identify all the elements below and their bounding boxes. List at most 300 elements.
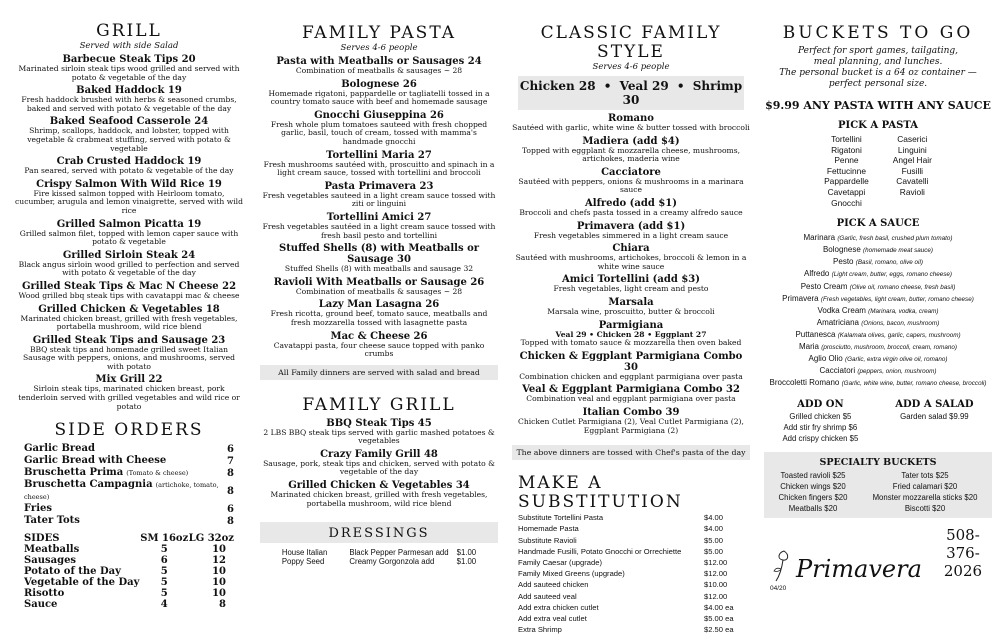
menu-item (260, 418, 498, 446)
restaurant-logo: Primavera (796, 555, 922, 584)
sides-name: Vegetable of the Day (24, 577, 140, 589)
item-name: Pasta Primavera 23 (324, 180, 434, 192)
substitution-row (518, 512, 746, 523)
side-price: 8 (227, 515, 234, 527)
specialty-item: Tater tots $25 (901, 471, 949, 481)
substitution-price: $12.00 (704, 557, 728, 567)
item-description: Fresh whole plum tomatoes sauteed with fresh chopped garlic, basil, touch of cream, tossed with mamma's handmade gnocchi (270, 119, 488, 146)
dressing-name: Poppy Seed (281, 557, 325, 567)
menu-item (14, 54, 244, 82)
sauce-item (764, 232, 992, 244)
sauce-item (764, 256, 992, 268)
menu-item (512, 136, 750, 164)
item-description: Cavatappi pasta, four cheese sauce topped with panko crumbs (273, 340, 485, 359)
protein-bar (518, 76, 744, 110)
item-name: Italian Combo 39 (582, 406, 680, 418)
menu-item (512, 297, 750, 317)
sides-row (24, 555, 234, 566)
item-description: Broccoli and chefs pasta tossed in a creamy alfredo sauce (519, 207, 743, 217)
phone-number: 508-376-2026 (943, 526, 983, 581)
sides-sm: 5 (160, 588, 168, 600)
substitution-item: Add extra veal cutlet (518, 613, 587, 623)
sauce-item (764, 353, 992, 365)
family-grill-title: FAMILY GRILL (302, 394, 456, 415)
sauce-item (764, 341, 992, 353)
side-name: Bruschetta Campagnia (24, 479, 153, 491)
menu-item (260, 181, 498, 209)
sides-name: Sausages (24, 555, 77, 567)
menu-item (14, 85, 244, 113)
item-name: Romano (608, 113, 654, 124)
menu-item (512, 113, 750, 133)
menu-item (260, 79, 498, 107)
item-description: Combination chicken and eggplant parmigiana over pasta (519, 371, 743, 381)
classic-subtitle: Serves 4-6 people (592, 62, 670, 72)
side-orders-title: SIDE ORDERS (54, 420, 204, 441)
sides-lg-header: LG 32oz (188, 533, 234, 545)
substitution-title: MAKE A SUBSTITUTION (518, 473, 683, 513)
substitution-row (518, 557, 746, 568)
family-grill-items (260, 418, 498, 509)
pasta-option: Fettucinne (826, 165, 866, 176)
side-note: (artichoke, tomato, cheese) (24, 481, 219, 502)
sauce-name: Primavera (782, 293, 819, 303)
item-name: Cacciatore (601, 166, 661, 178)
intro-line: meal planning, and lunches. (813, 57, 943, 67)
side-orders-table (24, 443, 234, 527)
item-description: Topped with tomato sauce & mozzarella then oven baked (520, 338, 742, 348)
side-name: Bruschetta Prima (24, 467, 124, 479)
item-name: Mac & Cheese 26 (330, 330, 428, 342)
pasta-deal: $9.99 ANY PASTA WITH ANY SAUCE (765, 99, 991, 112)
side-order-row (24, 455, 234, 467)
menu-item (512, 351, 750, 382)
item-description: Marinated chicken breast, grilled with fresh vegetables, portabella mushroom, wild rice blend (270, 490, 488, 508)
substitution-price: $4.00 ea (704, 602, 734, 612)
sauce-name: Broccoletti Romano (769, 378, 840, 388)
substitution-row (518, 613, 746, 624)
pasta-option: Tortellini (831, 134, 862, 144)
item-name: Veal & Eggplant Parmigiana Combo 32 (522, 384, 740, 396)
item-description: Pan seared, served with potato & vegetable of the day (24, 166, 234, 176)
pasta-option: Fusilli (901, 165, 924, 176)
classic-title: CLASSIC FAMILY STYLE (540, 23, 722, 62)
substitution-row (518, 602, 746, 613)
side-name-cell (24, 455, 227, 467)
menu-item (260, 299, 498, 327)
item-description: Sautéed with mushrooms, artichokes, broccoli & lemon in a white wine sauce (515, 253, 747, 271)
family-pasta-title: FAMILY PASTA (301, 23, 457, 43)
side-name-cell (24, 503, 227, 515)
side-price: 7 (227, 455, 234, 467)
specialty-box (764, 452, 992, 518)
sauce-item (764, 281, 992, 293)
pasta-list (764, 134, 992, 208)
menu-item (260, 243, 498, 274)
item-description: Combination of meatballs & sausages ~ 28 (295, 286, 463, 296)
menu-item (14, 335, 244, 372)
substitution-row (518, 523, 746, 534)
item-description: Fresh ricotta, ground beef, tomato sauce, meatballs and fresh mozzarella tossed with lasagnette pasta (270, 309, 488, 327)
sauce-description: (Light cream, butter, eggs, romano cheese) (831, 271, 952, 279)
side-order-row (24, 467, 234, 479)
intro-line: The personal bucket is a 64 oz container — (779, 68, 977, 78)
add-on-title: ADD ON (797, 399, 844, 411)
sauce-description: (Basil, romano, olive oil) (855, 259, 923, 267)
sides-label: SIDES (24, 533, 60, 545)
dressing-name: House Italian (281, 548, 328, 558)
item-description: Combination of meatballs & sausages ~ 28 (295, 66, 463, 75)
buckets-title: BUCKETS TO GO (782, 23, 974, 43)
item-name: Gnocchi Giuseppina 26 (314, 109, 444, 121)
add-on-item: Add stir fry shrimp $6 (783, 422, 858, 432)
menu-item (14, 219, 244, 247)
sides-row (24, 577, 234, 588)
sauce-item (764, 305, 992, 317)
sauce-description: (Fresh vegetables, light cream, butter, romano cheese) (820, 295, 974, 303)
sides-lg: 10 (212, 588, 226, 600)
sides-name: Sauce (24, 599, 58, 611)
sauce-name: Amatriciana (816, 317, 859, 327)
substitution-item: Add extra chicken cutlet (518, 602, 599, 612)
specialty-item: Chicken wings $20 (780, 482, 846, 492)
item-description: Marinated sirloin steak tips wood grilled and served with potato & vegetable of the day (18, 64, 240, 82)
grill-items (14, 54, 244, 411)
specialty-item: Monster mozzarella sticks $20 (872, 493, 978, 503)
dressing-price: $1.00 (456, 548, 477, 558)
item-name: Grilled Steak Tips and Sausage 23 (32, 334, 226, 346)
sides-name: Risotto (24, 588, 65, 600)
menu-item (260, 56, 498, 76)
item-name: Madiera (add $4) (582, 135, 680, 147)
item-name: Marsala (608, 296, 654, 308)
side-name-cell (24, 479, 227, 503)
substitution-price: $4.00 (704, 524, 724, 534)
substitution-price: $5.00 ea (704, 613, 734, 623)
menu-item (260, 110, 498, 147)
sauce-description: (peppers, onion, mushroom) (857, 368, 937, 376)
item-name: Tortellini Maria 27 (326, 149, 432, 161)
substitution-table (518, 512, 746, 635)
substitution-item: Family Caesar (upgrade) (518, 557, 602, 567)
side-order-row (24, 443, 234, 455)
side-order-row (24, 503, 234, 515)
menu-item (14, 179, 244, 216)
add-on-item: Add crispy chicken $5 (782, 433, 859, 443)
dressings-title: DRESSINGS (328, 526, 430, 542)
sides-sm: 5 (160, 566, 168, 578)
substitution-price: $12.00 (704, 591, 728, 601)
sauce-item (764, 293, 992, 305)
item-name: Lazy Man Lasagna 26 (318, 299, 440, 311)
salad-item: Garden salad $9.99 (900, 412, 969, 422)
item-description: Fresh mushrooms sautéed with, proscuitto and spinach in a light cream sauce, tossed with tortellini and broccoli (263, 159, 495, 178)
item-description: Sautéed with peppers, onions & mushrooms in a marinara sauce (518, 176, 744, 195)
side-price: 6 (227, 503, 234, 515)
sauce-name: Puttanesca (795, 329, 836, 339)
dressing-price: $1.00 (456, 557, 477, 567)
item-name: Baked Seafood Casserole 24 (49, 116, 209, 128)
item-subprices: Veal 29 • Chicken 28 • Eggplant 27 (555, 329, 707, 339)
item-name: Chiara (612, 243, 650, 255)
pasta-option: Cavatelli (896, 176, 929, 187)
sauce-item (764, 329, 992, 341)
specialty-item: Meatballs $20 (788, 504, 838, 514)
specialty-item: Chicken fingers $20 (778, 493, 848, 503)
sides-lg: 10 (212, 566, 226, 578)
specialty-item: Fried calamari $20 (892, 482, 958, 492)
family-note: All Family dinners are served with salad and bread (260, 365, 498, 380)
menu-item (260, 449, 498, 477)
item-description: Black angus sirloin wood grilled to perfection and served with potato & vegetable of the day (18, 259, 240, 278)
sauce-description: (Garlic, extra virgin olive oil, romano) (844, 356, 948, 364)
side-order-row (24, 515, 234, 527)
item-name: BBQ Steak Tips 45 (326, 417, 432, 429)
pasta-option: Cavetappi (827, 186, 866, 197)
sauce-name: Marinara (803, 233, 836, 243)
sides-sm: 5 (160, 544, 168, 556)
item-name: Grilled Sirloin Steak 24 (62, 249, 196, 261)
item-name: Barbecue Steak Tips 20 (62, 54, 196, 65)
item-description: Shrimp, scallops, haddock, and lobster, topped with vegetable & crabmeat stuffing, served with potato & vegetable (27, 126, 231, 153)
substitution-item: Substitute Tortellini Pasta (518, 513, 604, 523)
menu-item (260, 212, 498, 240)
dressing-row (278, 548, 480, 557)
substitution-item: Family Mixed Greens (upgrade) (518, 569, 625, 579)
pick-sauce-title: PICK A SAUCE (836, 218, 920, 230)
sauce-item (764, 268, 992, 280)
menu-item (512, 167, 750, 195)
side-name: Tater Tots (24, 515, 80, 527)
sauce-description: (prosciutto, mushroom, broccoli, cream, romano) (821, 344, 958, 351)
sides-table (24, 533, 234, 610)
buckets-intro (764, 46, 992, 90)
item-description: Sausage, pork, steak tips and chicken, served with potato & vegetable of the day (263, 458, 495, 477)
item-description: Marinated chicken breast, grilled with fresh vegetables, portabella mushroom, wild rice blend (20, 313, 238, 332)
sides-row (24, 566, 234, 577)
sauce-name: Pesto (833, 257, 854, 267)
sauce-name: Bolognese (822, 245, 861, 255)
specialty-right (873, 470, 978, 514)
sides-name: Meatballs (24, 544, 80, 556)
item-name: Mix Grill 22 (95, 374, 163, 386)
item-name: Grilled Steak Tips & Mac N Cheese 22 (21, 280, 237, 292)
side-name-cell (24, 443, 227, 455)
substitution-price: $5.00 (704, 546, 724, 556)
item-description: Sirloin steak tips, marinated chicken breast, pork tenderloin served with grilled vegetables and wild rice or potato (18, 384, 240, 411)
substitution-row (518, 579, 746, 590)
intro-line: Perfect for sport games, tailgating, (797, 46, 959, 56)
sides-lg: 10 (212, 544, 226, 556)
item-name: Tortellini Amici 27 (326, 211, 432, 223)
family-pasta-subtitle: Serves 4-6 people (340, 43, 418, 53)
dressing-addon: Black Pepper Parmesan add (349, 548, 449, 558)
grill-title: GRILL (96, 21, 162, 41)
pasta-option: Penne (834, 155, 859, 166)
menu-item (260, 331, 498, 359)
grill-subtitle: Served with side Salad (79, 41, 179, 51)
pasta-left-list (824, 134, 869, 208)
specialty-title: SPECIALTY BUCKETS (819, 457, 937, 469)
item-description: 2 LBS BBQ steak tips served with garlic mashed potatoes & vegetables (263, 427, 495, 446)
veal-price: Veal 29 (619, 79, 669, 93)
substitution-price: $12.00 (704, 569, 728, 579)
item-name: Primavera (add $1) (576, 220, 686, 232)
menu-item (14, 304, 244, 332)
side-note: (Tomato & cheese) (126, 469, 189, 478)
intro-line: perfect personal size. (828, 79, 928, 89)
side-price: 8 (227, 467, 234, 479)
menu-item (14, 116, 244, 153)
add-on-list (782, 412, 858, 444)
sides-row (24, 588, 234, 599)
pasta-option: Gnocchi (831, 197, 862, 208)
substitution-row (518, 568, 746, 579)
family-pasta-items (260, 56, 498, 359)
sides-header-row (24, 533, 234, 544)
specialty-left (779, 470, 848, 514)
item-description: Sautéed with garlic, white wine & butter tossed with broccoli (512, 123, 750, 132)
substitution-item: Substitute Ravioli (518, 535, 577, 545)
item-name: Alfredo (add $1) (585, 197, 677, 209)
menu-item (512, 407, 750, 435)
substitution-item: Extra Shrimp (518, 625, 562, 635)
sides-lg: 12 (212, 555, 226, 567)
side-name-cell (24, 515, 227, 527)
side-name: Garlic Bread (24, 443, 96, 455)
pasta-option: Rigatoni (831, 144, 862, 155)
shrimp-price: Shrimp 30 (622, 79, 743, 107)
substitution-price: $5.00 (704, 535, 724, 545)
item-name: Crab Crusted Haddock 19 (56, 156, 202, 168)
specialty-item: Toasted ravioli $25 (780, 471, 846, 481)
pick-pasta-title: PICK A PASTA (838, 120, 918, 131)
side-name-cell (24, 467, 227, 479)
sauce-name: Aglio Olio (808, 354, 843, 364)
side-name: Garlic Bread with Cheese (24, 455, 167, 467)
dressings-box (260, 522, 498, 543)
sauce-name: Cacciatori (819, 366, 856, 376)
sauce-description: (Marinara, vodka, cream) (868, 307, 939, 315)
substitution-row (518, 546, 746, 557)
pasta-option: Pappardelle (824, 176, 869, 187)
menu-item (260, 277, 498, 297)
sides-row (24, 599, 234, 610)
sauce-item (764, 377, 992, 389)
item-name: Baked Haddock 19 (76, 85, 182, 97)
item-name: Amici Tortellini (add $3) (562, 274, 700, 286)
dressings-table (278, 548, 480, 566)
item-name: Stuffed Shells (8) with Meatballs or Sausage 30 (278, 243, 480, 266)
sides-sm-header: SM 16oz (140, 533, 189, 545)
sides-name: Potato of the Day (24, 566, 121, 578)
substitution-price: $10.00 (704, 580, 728, 590)
add-salad-list (895, 412, 973, 423)
sauce-name: Maria (798, 342, 819, 351)
menu-date: 04/20 (770, 585, 787, 593)
item-description: Homemade rigatoni, pappardelle or tagliatelli tossed in a country tomato sauce with beef and homemade sausage (268, 88, 490, 107)
item-name: Grilled Chicken & Vegetables 34 (288, 480, 470, 492)
sauce-name: Pesto Cream (800, 281, 848, 291)
pasta-option: Ravioli (899, 186, 925, 197)
item-name: Pasta with Meatballs or Sausages 24 (276, 56, 482, 67)
menu-item (14, 374, 244, 411)
item-description: Fresh vegetables simmered in a light cream sauce (533, 230, 729, 240)
add-section (764, 399, 992, 444)
substitution-row (518, 624, 746, 635)
item-description: Grilled salmon filet, topped with lemon caper sauce with potato & vegetable (19, 228, 239, 247)
specialty-list (766, 470, 990, 514)
sides-lg: 10 (212, 577, 226, 589)
classic-family-column (504, 0, 756, 635)
substitution-item: Add sauteed veal (518, 591, 577, 601)
menu-item (512, 221, 750, 241)
dressing-addon: Creamy Gorgonzola add (349, 557, 435, 567)
substitution-price: $4.00 (704, 513, 724, 523)
item-name: Grilled Chicken & Vegetables 18 (38, 303, 220, 315)
item-description: Wood grilled bbq steak tips with cavatappi mac & cheese (18, 290, 240, 300)
sauce-name: Alfredo (804, 269, 830, 279)
substitution-row (518, 591, 746, 602)
sauce-name: Vodka Cream (817, 305, 866, 315)
sauce-description: (Onions, bacon, mushroom) (861, 319, 940, 327)
sauce-item (764, 244, 992, 256)
sauce-item (764, 365, 992, 377)
specialty-item: Biscotti $20 (904, 504, 946, 514)
add-on-block (782, 399, 858, 444)
menu-item (14, 250, 244, 278)
family-pasta-column (252, 0, 504, 607)
item-name: Chicken & Eggplant Parmigiana Combo 30 (519, 350, 743, 373)
item-description: Stuffed Shells (8) with meatballs and sausage 32 (284, 264, 474, 274)
classic-note: The above dinners are tossed with Chef's pasta of the day (512, 445, 750, 460)
item-name: Grilled Salmon Picatta 19 (56, 218, 202, 230)
sauce-description: (homemade meat sauce) (863, 247, 934, 255)
buckets-column (756, 0, 1000, 607)
item-name: Ravioli With Meatballs or Sausage 26 (273, 276, 485, 288)
side-name: Fries (24, 503, 52, 515)
menu-item (512, 243, 750, 271)
bar-separator: • (676, 79, 685, 93)
add-salad-title: ADD A SALAD (895, 399, 974, 411)
menu-item (260, 480, 498, 508)
side-order-row (24, 479, 234, 503)
pasta-right-list (893, 134, 932, 208)
sides-lg: 8 (219, 599, 226, 611)
substitution-price: $2.50 ea (704, 625, 734, 635)
menu-item (512, 320, 750, 348)
item-description: BBQ steak tips and homemade grilled sweet Italian Sausage with peppers, onions, and mushrooms, served with potato (22, 344, 236, 371)
add-salad-block (895, 399, 973, 444)
item-description: Fresh haddock brushed with herbs & seasoned crumbs, baked and served with potato & vegetable of the day (21, 95, 237, 113)
substitution-item: Handmade Fusilli, Potato Gnocchi or Orrechiette (518, 546, 682, 556)
item-name: Crazy Family Grill 48 (320, 448, 438, 460)
pasta-option: Angel Hair (892, 155, 932, 166)
substitution-item: Homemade Pasta (518, 524, 579, 534)
chicken-price: Chicken 28 (519, 79, 596, 93)
menu-item (512, 274, 750, 294)
item-description: Fire kissed salmon topped with Heirloom tomato, cucumber, arugula and lemon vinaigrette, served with wild rice (15, 188, 243, 215)
sauce-description: (Garlic, white wine, butter, romano cheese, broccoli) (841, 380, 987, 388)
sides-row (24, 544, 234, 555)
sauce-item (764, 317, 992, 329)
classic-items (512, 113, 750, 435)
pasta-option: Caserici (897, 134, 928, 144)
sides-sm: 5 (160, 577, 168, 589)
menu-item (14, 156, 244, 176)
side-price: 6 (227, 443, 234, 455)
item-description: Marsala wine, proscuitto, butter & broccoli (547, 306, 715, 316)
